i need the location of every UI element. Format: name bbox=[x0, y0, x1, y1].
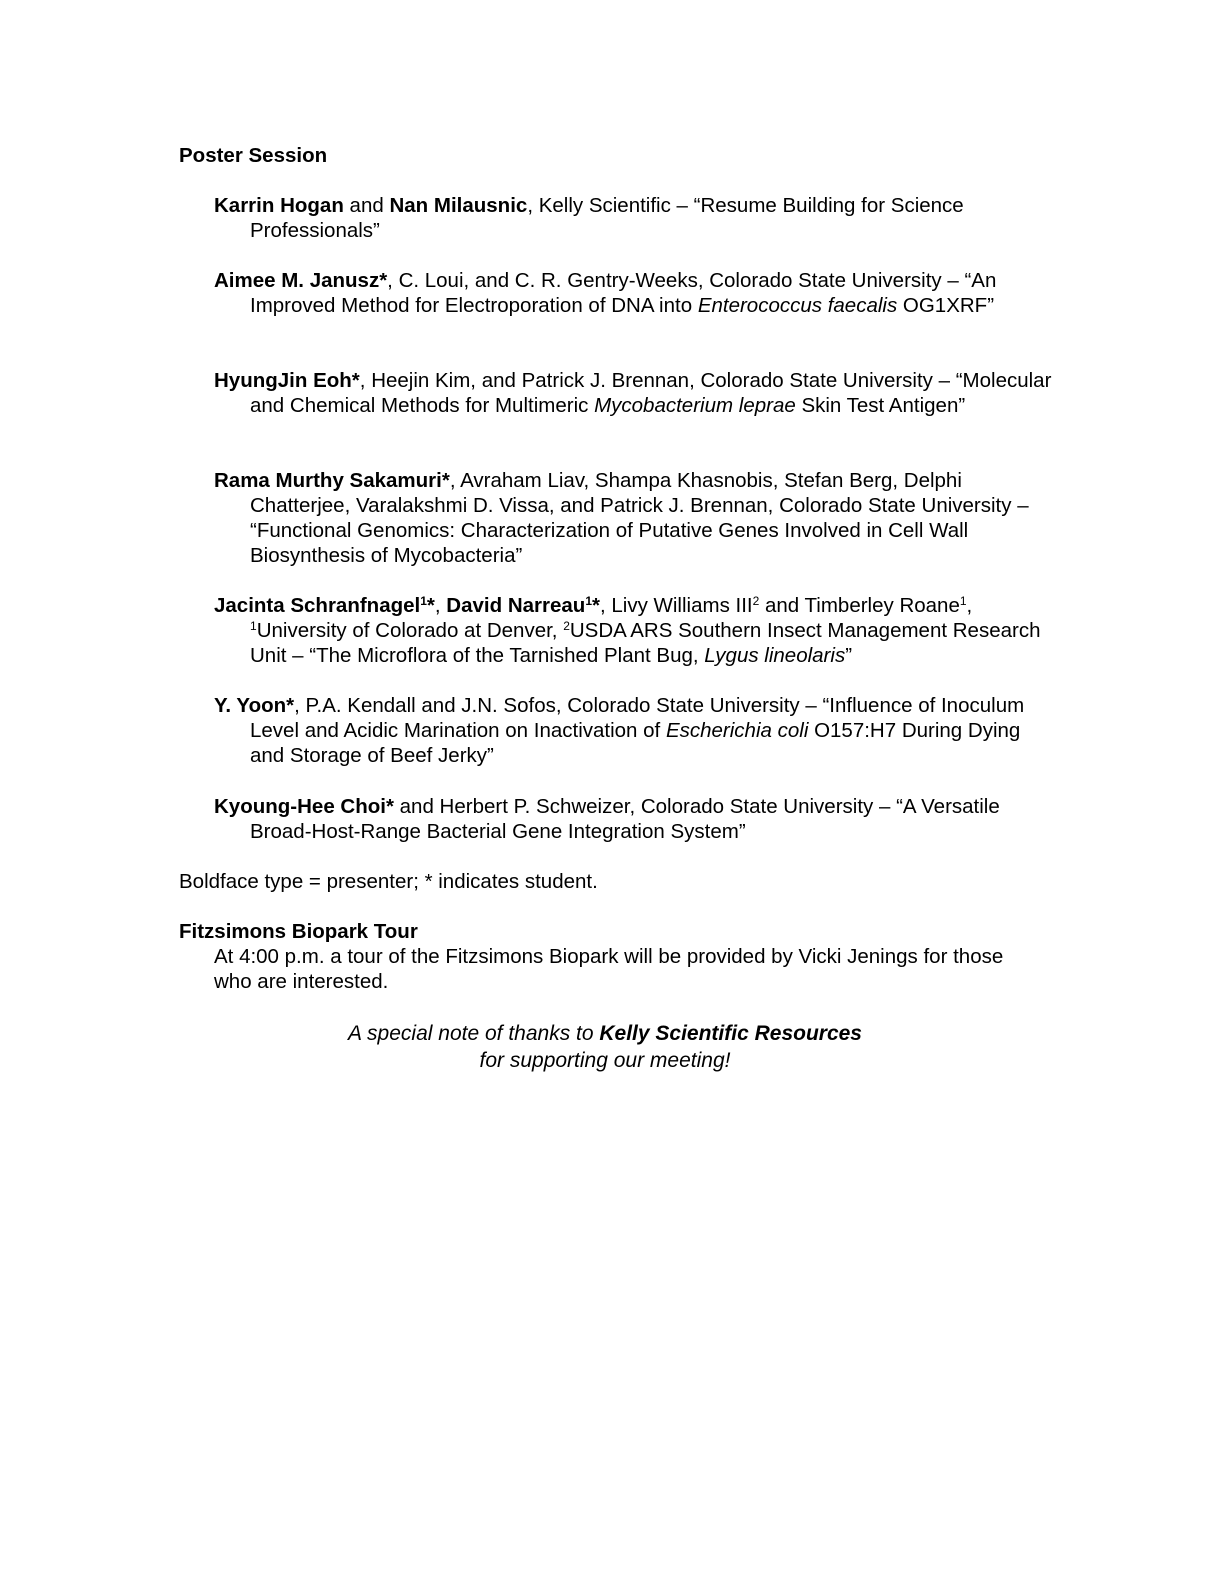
entry-text: , bbox=[966, 594, 973, 617]
presenter-name: Kyoung-Hee Choi* bbox=[214, 795, 394, 818]
affiliation-mark: 1 bbox=[250, 619, 257, 633]
species-name: Enterococcus faecalis bbox=[697, 294, 898, 317]
entry-text: O157:H7 During Dying and Storage of Beef Jerky” bbox=[250, 719, 1021, 767]
tour-heading: Fitzsimons Biopark Tour bbox=[179, 920, 418, 943]
sponsor-name: Kelly Scientific Resources bbox=[599, 1022, 862, 1045]
entry-text: ” bbox=[845, 644, 853, 667]
affiliation-text: USDA ARS Southern Insect Management Research Unit – “The Microflora of the Tarnished Plant Bug, bbox=[250, 619, 1041, 667]
presenter-name-text: Jacinta Schranfnagel bbox=[214, 594, 421, 617]
presenter-name: Rama Murthy Sakamuri* bbox=[214, 469, 450, 492]
thanks-line-1 bbox=[200, 1020, 1010, 1047]
entry-text: and Timberley Roane bbox=[759, 594, 960, 617]
species-name: Lygus lineolaris bbox=[704, 644, 846, 667]
presenter-name: Nan Milausnic bbox=[389, 194, 528, 217]
legend-note: Boldface type = presenter; * indicates student. bbox=[179, 870, 598, 893]
entry-text: , C. Loui, and C. R. Gentry-Weeks, Colorado State University – “An Improved Method for Electroporation of DNA into bbox=[250, 269, 997, 317]
species-name: Escherichia coli bbox=[665, 719, 809, 742]
affiliation-mark: 2 bbox=[752, 594, 760, 608]
entry-text: , Avraham Liav, Shampa Khasnobis, Stefan Berg, Delphi Chatterjee, Varalakshmi D. Vissa, and Patrick J. Brennan, Colorado State University – “Functional Genomics: Characterization of Putative Genes Involved in Cell Wall Biosynthesis of Mycobacteria” bbox=[250, 469, 1029, 567]
poster-entry bbox=[214, 368, 1060, 418]
entry-text: OG1XRF” bbox=[897, 294, 995, 317]
tour-description: At 4:00 p.m. a tour of the Fitzsimons Biopark will be provided by Vicki Jenings for those who are interested. bbox=[214, 945, 1004, 993]
presenter-name bbox=[214, 594, 435, 617]
entry-text: , P.A. Kendall and J.N. Sofos, Colorado State University – “Influence of Inoculum Level and Acidic Marination on Inactivation of bbox=[250, 694, 1025, 742]
poster-entry bbox=[214, 193, 1060, 243]
entry-text: , Livy Williams III bbox=[599, 594, 753, 617]
poster-entry bbox=[214, 794, 1060, 844]
student-mark: * bbox=[592, 594, 600, 617]
entry-text: , bbox=[434, 594, 447, 617]
presenter-name bbox=[446, 594, 600, 617]
poster-session-heading: Poster Session bbox=[179, 144, 328, 167]
poster-entry bbox=[214, 693, 1060, 768]
entry-text: and bbox=[343, 194, 390, 217]
poster-entry bbox=[214, 593, 1060, 668]
entry-text: and Herbert P. Schweizer, Colorado State University – “A Versatile Broad-Host-Range Bacterial Gene Integration System” bbox=[250, 795, 1000, 843]
entry-text: , Heejin Kim, and Patrick J. Brennan, Colorado State University – “Molecular and Chemical Methods for Multimeric bbox=[250, 369, 1052, 417]
poster-entry bbox=[214, 468, 1060, 568]
poster-entry bbox=[214, 268, 1060, 318]
presenter-name: HyungJin Eoh* bbox=[214, 369, 360, 392]
entry-text: , Kelly Scientific – “Resume Building for Science Professionals” bbox=[250, 194, 964, 242]
presenter-name: Aimee M. Janusz* bbox=[214, 269, 388, 292]
affiliation-text: University of Colorado at Denver, bbox=[256, 619, 564, 642]
species-name: Mycobacterium leprae bbox=[594, 394, 796, 417]
thanks-line-2: for supporting our meeting! bbox=[479, 1049, 731, 1072]
affiliation-mark: 1 bbox=[585, 594, 592, 608]
affiliation-mark: 1 bbox=[959, 594, 967, 608]
thanks-text: A special note of thanks to bbox=[348, 1022, 600, 1045]
entry-text: Skin Test Antigen” bbox=[795, 394, 966, 417]
presenter-name: Karrin Hogan bbox=[214, 194, 344, 217]
presenter-name: Y. Yoon* bbox=[214, 694, 295, 717]
presenter-name-text: David Narreau bbox=[446, 594, 586, 617]
student-mark: * bbox=[426, 594, 435, 617]
affiliation-mark: 1 bbox=[420, 594, 427, 608]
affiliation-mark: 2 bbox=[563, 619, 570, 633]
